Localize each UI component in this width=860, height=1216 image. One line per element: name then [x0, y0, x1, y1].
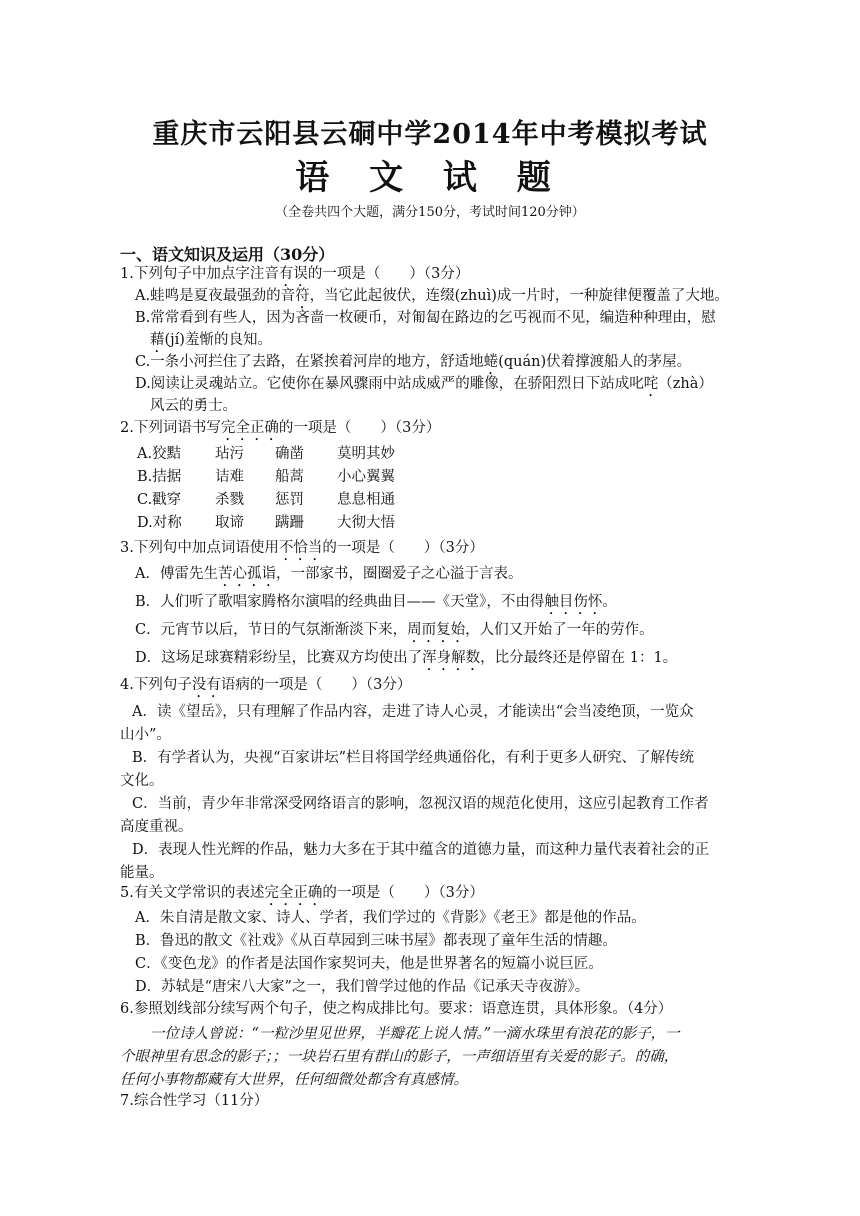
- q4-option-b: B．有学者认为，央视“百家讲坛”栏目将国学经典通俗化，有利于更多人研究、了解传统: [132, 750, 694, 766]
- q1-option-c: C.一条小河拦住了去路，在紧挨着河岸的地方，舒适地蜷(quán)伏着撑渡船人的茅屋。: [135, 354, 692, 370]
- exam-title: 重庆市云阳县云硐中学2014年中考模拟考试: [152, 119, 708, 150]
- q4-option-a: A．读《望岳》，只有理解了作品内容，走进了诗人心灵，才能读出“会当凌绝顶，一览众: [132, 704, 694, 720]
- q6-passage-line2: 个眼神里有思念的影子；；一块岩石里有群山的影子，一声细语里有关爱的影子。的确，: [120, 1049, 679, 1065]
- q4-option-c: C．当前，青少年非常深受网络语言的影响，忽视汉语的规范化使用，这应引起教育工作者: [132, 796, 709, 812]
- q5-stem: 5.有关文学常识的表述完全正确的一项是（ ）（3分）: [120, 885, 484, 901]
- q4-option-c-cont: 高度重视。: [120, 819, 193, 835]
- q5-option-b: B．鲁迅的散文《社戏》《从百草园到三味书屋》都表现了童年生活的情趣。: [135, 933, 617, 949]
- q6-passage-line3: 任何小事物都藏有大世界，任何细微处都含有真感情。: [120, 1072, 468, 1088]
- q1-option-b: B.常常看到有些人，因为吝啬一枚硬币，对匍匐在路边的乞丐视而不见，编造种种理由，慰: [135, 310, 716, 326]
- q3-option-c: C．元宵节以后，节日的气氛渐渐淡下来，周而复始，人们又开始了一年的劳作。: [135, 622, 654, 638]
- q4-option-d: D．表现人性光辉的作品，魅力大多在于其中蕴含的道德力量，而这种力量代表着社会的正: [132, 842, 710, 858]
- q3-option-b: B．人们听了歌唱家腾格尔演唱的经典曲目——《天堂》，不由得触目伤怀。: [135, 594, 617, 610]
- q4-option-a-cont: 山小”。: [120, 727, 171, 743]
- exam-note: （全卷共四个大题，满分150分，考试时间120分钟）: [275, 205, 585, 220]
- subject-title: 语 文 试 题: [295, 158, 565, 198]
- q1-option-d: D.阅读让灵魂站立。它使你在暴风骤雨中站成威严的雕像，在骄阳烈日下站成叱咤（zhà）: [135, 376, 713, 392]
- q2-stem: 2.下列词语书写完全正确的一项是（ ）（3分）: [120, 420, 441, 436]
- q6-stem: 6.参照划线部分续写两个句子，使之构成排比句。要求：语意连贯，具体形象。（4分）: [120, 1001, 673, 1017]
- q2-row-a: A.狡黠 玷污 确凿 莫明其妙: [137, 446, 395, 462]
- q2-row-d: D.对称 取谛 蹒跚 大彻大悟: [137, 515, 395, 531]
- q3-stem: 3.下列句中加点词语使用不恰当的一项是（ ）（3分）: [120, 540, 484, 556]
- q1-option-a: A.蛙鸣是夏夜最强劲的音符，当它此起彼伏，连缀(zhuì)成一片时，一种旋律便覆盖了大地。: [135, 288, 729, 304]
- q2-row-b: B.拮据 诘难 船蒿 小心翼翼: [137, 469, 395, 485]
- q4-option-b-cont: 文化。: [120, 773, 164, 789]
- q1-stem: 1.下列句子中加点字注音有误的一项是（ ）（3分）: [120, 266, 470, 282]
- q2-row-c: C.戳穿 杀戮 惩罚 息息相通: [137, 492, 395, 508]
- q6-passage-line1: 一位诗人曾说：“一粒沙里见世界，半瓣花上说人情。”一滴水珠里有浪花的影子，一: [150, 1026, 680, 1042]
- section-title: 一、语文知识及运用（30分）: [120, 245, 335, 264]
- q5-option-d: D．苏轼是“唐宋八大家”之一，我们曾学过他的作品《记承天寺夜游》。: [135, 979, 590, 995]
- q1-option-b-cont: 藉(jí)羞惭的良知。: [150, 332, 272, 348]
- q5-option-c: C．《变色龙》的作者是法国作家契诃夫，他是世界著名的短篇小说巨匠。: [135, 956, 603, 972]
- q3-option-a: A．傅雷先生苦心孤诣，一部家书，圈圈爱子之心溢于言表。: [135, 566, 523, 582]
- q7-stem: 7.综合性学习（11分）: [120, 1093, 269, 1109]
- q3-option-d: D．这场足球赛精彩纷呈，比赛双方均使出了浑身解数，比分最终还是停留在 1：1。: [135, 650, 678, 666]
- q1-option-d-cont: 风云的勇士。: [150, 398, 237, 414]
- q4-option-d-cont: 能量。: [120, 865, 164, 881]
- q5-option-a: A．朱自清是散文家、诗人、学者，我们学过的《背影》《老王》都是他的作品。: [135, 910, 646, 926]
- q4-stem: 4.下列句子没有语病的一项是（ ）（3分）: [120, 677, 412, 693]
